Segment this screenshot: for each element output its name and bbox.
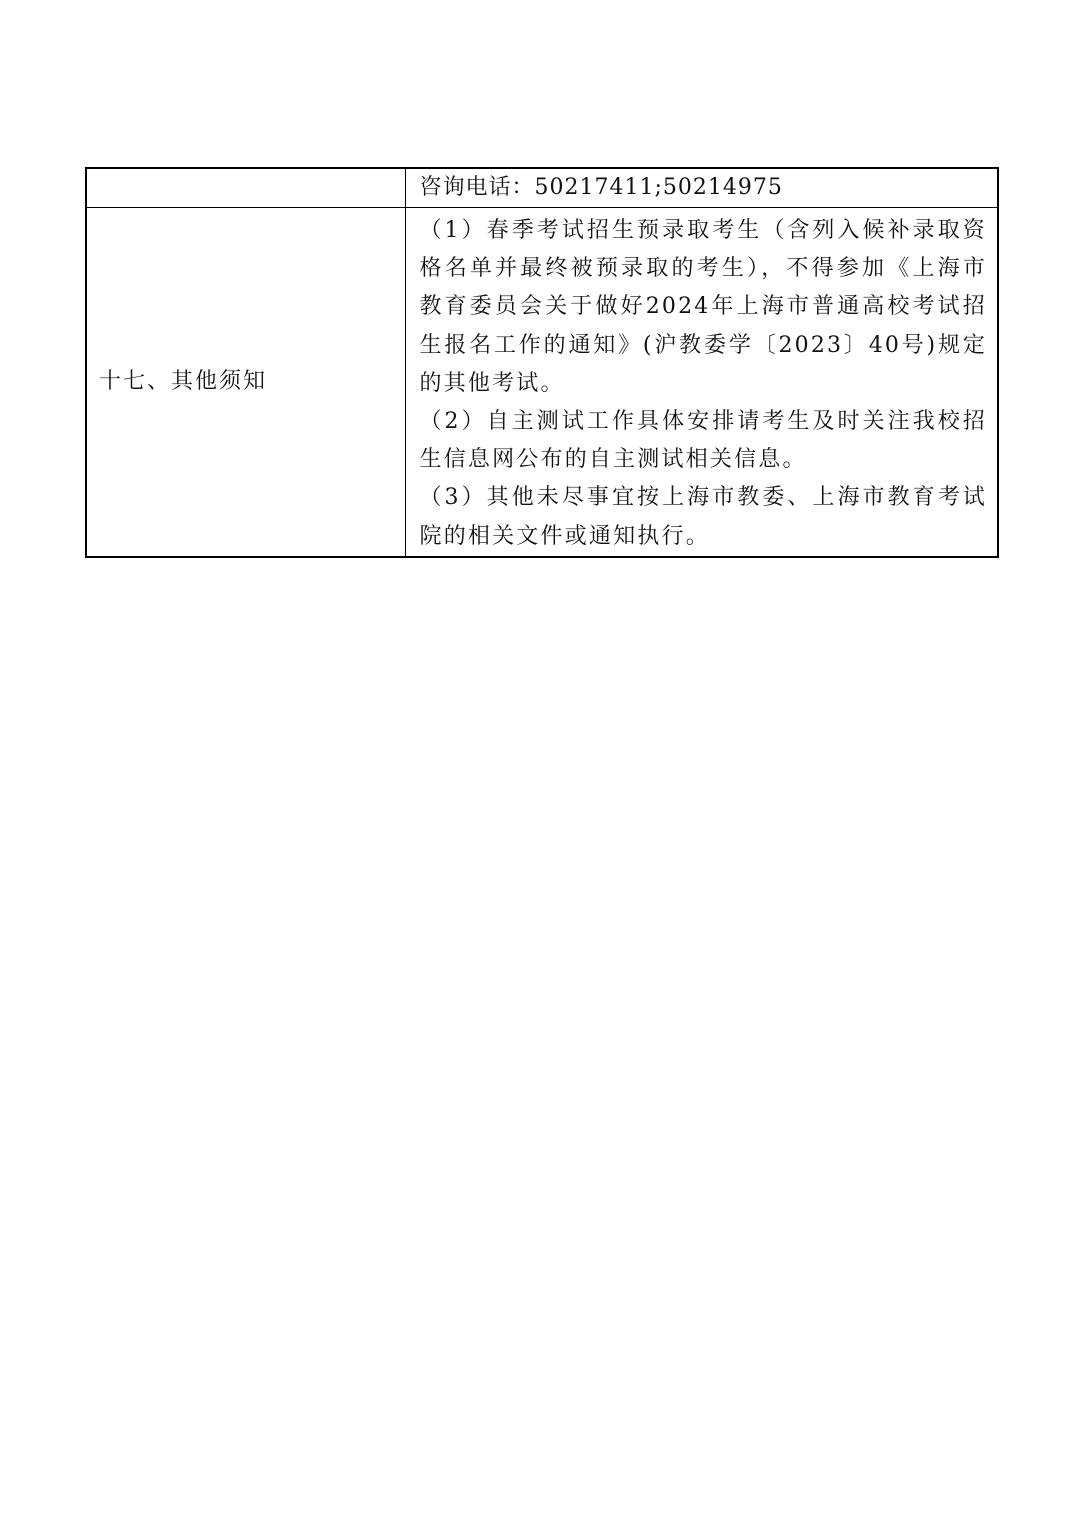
contact-row-label-cell	[86, 168, 405, 208]
other-notes-heading: 十七、其他须知	[86, 208, 405, 557]
contact-row	[86, 168, 998, 208]
note-paragraph-2: （2）自主测试工作具体安排请考生及时关注我校招生信息网公布的自主测试相关信息。	[419, 409, 987, 473]
info-table	[85, 167, 999, 558]
note-paragraph-3: （3）其他未尽事宜按上海市教委、上海市教育考试院的相关文件或通知执行。	[419, 485, 987, 549]
other-notes-content	[405, 208, 998, 557]
contact-phone-text: 咨询电话：50217411;50214975	[405, 168, 998, 208]
other-notes-row	[86, 208, 998, 557]
note-paragraph-1: （1）春季考试招生预录取考生（含列入候补录取资格名单并最终被预录取的考生），不得参加《上海市教育委员会关于做好2024年上海市普通高校考试招生报名工作的通知》(沪教委学〔2023〕40号)规定的其他考试。	[419, 218, 987, 396]
